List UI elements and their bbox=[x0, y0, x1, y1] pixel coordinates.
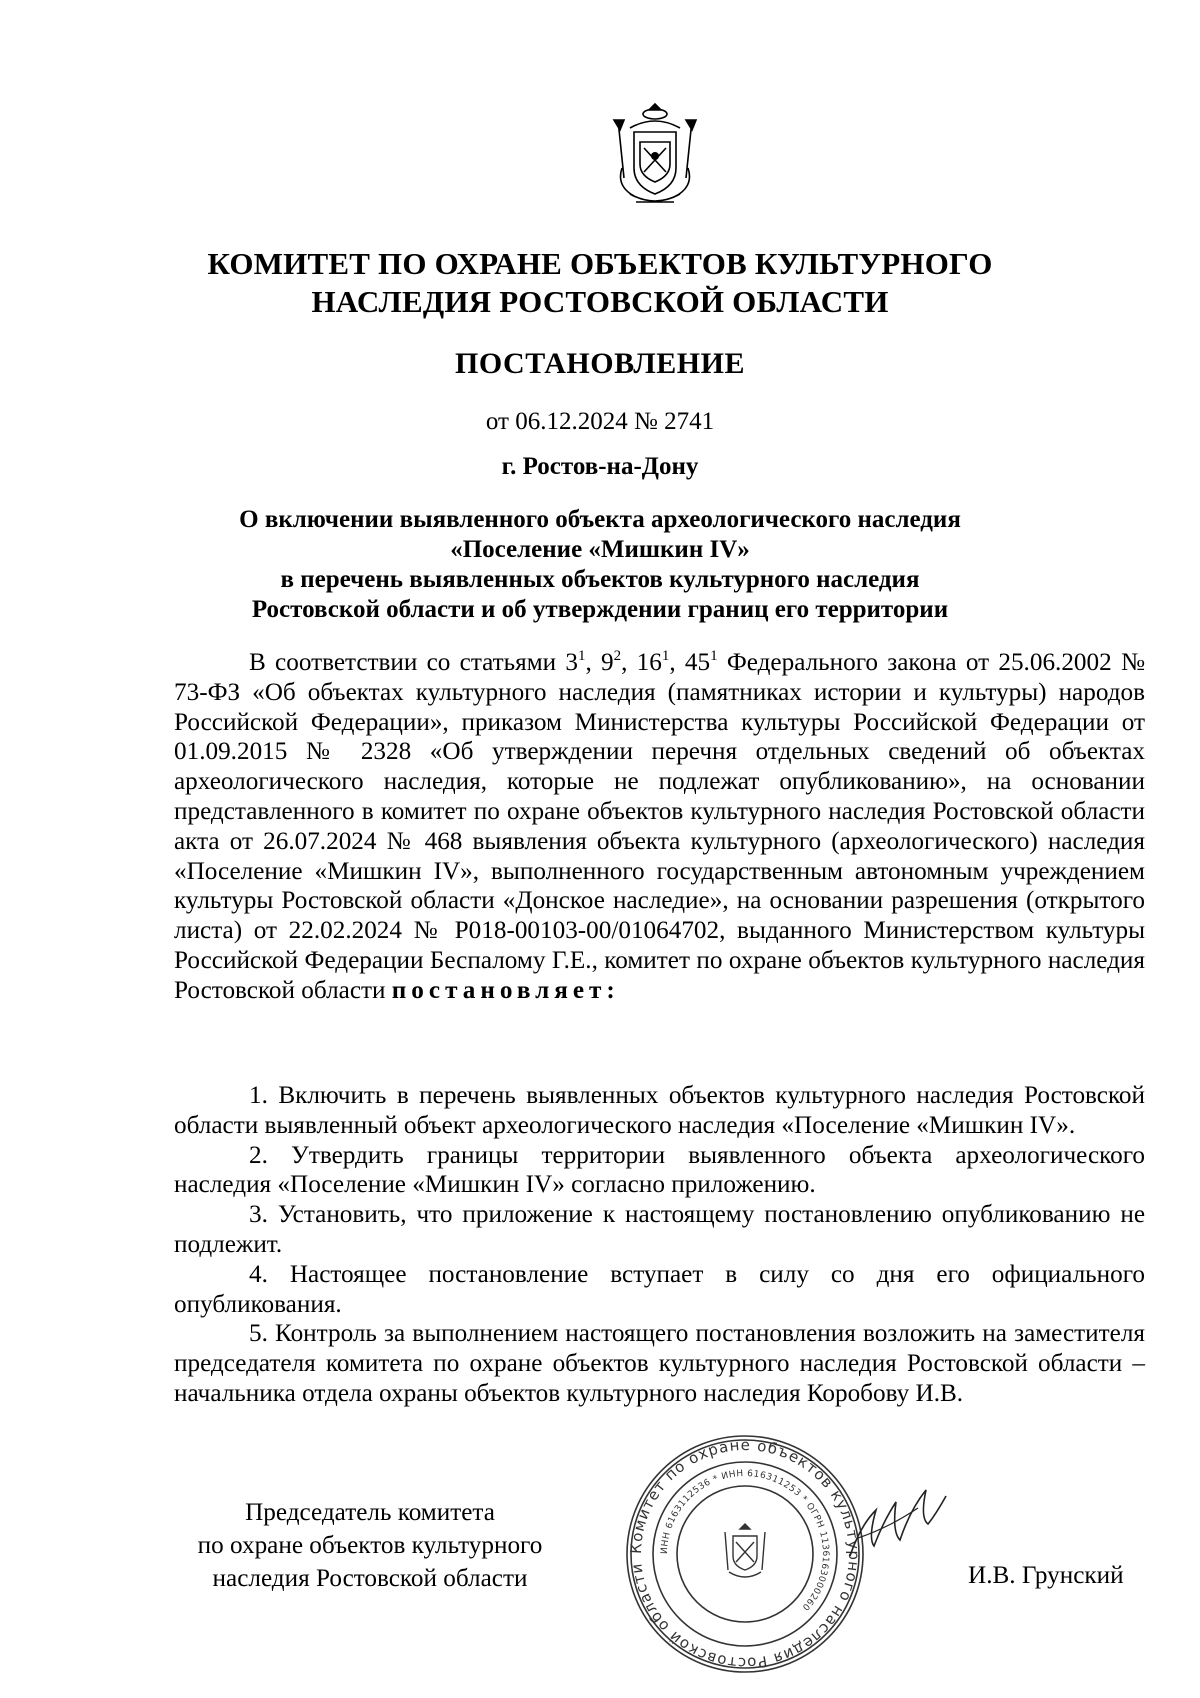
preamble-text-3: , 16 bbox=[621, 649, 662, 676]
subject-line2: «Поселение «Мишкин IV» bbox=[450, 536, 750, 563]
preamble-text-1: В соответствии со статьями 3 bbox=[249, 649, 578, 676]
resolution-item: 1. Включить в перечень выявленных объектов культурного наследия Ростовской области выявленный объект археологического наследия «Поселение «Мишкин IV». bbox=[174, 1082, 1145, 1139]
document-date-number: от 06.12.2024 № 2741 bbox=[485, 408, 715, 435]
article-superscript-2: 2 bbox=[613, 648, 622, 664]
resolution-items bbox=[174, 1081, 1145, 1409]
preamble bbox=[174, 648, 1145, 1006]
organization-name bbox=[0, 245, 1200, 321]
document-type: ПОСТАНОВЛЕНИЕ bbox=[455, 347, 745, 380]
official-seal-icon bbox=[623, 1432, 867, 1676]
signatory-title-line1: Председатель комитета bbox=[245, 1499, 495, 1526]
subject-line4: Ростовской области и об утверждении границ его территории bbox=[251, 596, 949, 623]
resolution-item: 4. Настоящее постановление вступает в силу со дня его официального опубликования. bbox=[174, 1260, 1145, 1318]
subject-line1: О включении выявленного объекта археологического наследия bbox=[239, 506, 961, 533]
preamble-text-2: , 9 bbox=[585, 649, 614, 676]
resolution-item: 3. Установить, что приложение к настоящему постановлению опубликованию не подлежит. bbox=[174, 1201, 1145, 1258]
preamble-paragraph bbox=[174, 648, 1145, 1006]
signatory-title bbox=[170, 1496, 570, 1595]
signatory-title-line2: по охране объектов культурного bbox=[197, 1532, 543, 1559]
resolution-item: 5. Контроль за выполнением настоящего постановления возложить на заместителя председателя комитета по охране объектов культурного наследия Ростовской области – начальника отдела охраны объектов культурного наследия Коробову И.В. bbox=[174, 1320, 1145, 1407]
resolution-item: 2. Утвердить границы территории выявленного объекта археологического наследия «Поселение «Мишкин IV» согласно приложению. bbox=[174, 1141, 1145, 1199]
seal-outer-text: Комитет по охране объектов культурного наследия Ростовской области bbox=[626, 1435, 864, 1673]
document-subject bbox=[0, 505, 1200, 625]
signatory-title-line3: наследия Ростовской области bbox=[212, 1565, 528, 1592]
article-superscript-1: 1 bbox=[578, 648, 586, 664]
handwritten-signature bbox=[840, 1468, 960, 1588]
organization-name-line2: НАСЛЕДИЯ РОСТОВСКОЙ ОБЛАСТИ bbox=[311, 284, 889, 319]
article-superscript-3: 1 bbox=[661, 648, 670, 664]
decree-word: постановляет: bbox=[391, 976, 620, 1004]
organization-name-line1: КОМИТЕТ ПО ОХРАНЕ ОБЪЕКТОВ КУЛЬТУРНОГО bbox=[207, 246, 993, 281]
coat-of-arms-icon bbox=[600, 98, 710, 210]
preamble-text-5: Федерального закона от 25.06.2002 № 73-ФЗ «Об объектах культурного наследия (памятниках истории и культуры) народов Российской Федерации», приказом Министерства культуры Российской Федерации от 01.09.2015 № 2328 «Об утверждении перечня отдельных сведений об объектах археологического наследия, которые не подлежат опубликованию», на основании представленного в комитет по охране объектов культурного наследия Ростовской области акта от 26.07.2024 № 468 выявления объекта культурного (археологического) наследия «Поселение «Мишкин IV», выполненного государственным автономным учреждением культуры Ростовской области «Донское наследие», на основании разрешения (открытого листа) от 22.02.2024 № Р018-00103-00/01064702, выданного Министерством культуры Российской Федерации Беспалому Г.Е., комитет по охране объектов культурного наследия Ростовской области bbox=[174, 649, 1145, 1004]
subject-line3: в перечень выявленных объектов культурного наследия bbox=[280, 566, 920, 593]
preamble-text-4: , 45 bbox=[669, 649, 711, 676]
seal-inner-text: ИНН 6163112536 * ИНН 616311253 * ОГРН 1136163000260 bbox=[659, 1468, 831, 1613]
signatory-name: И.В. Грунский bbox=[968, 1562, 1124, 1589]
article-superscript-4: 1 bbox=[710, 648, 718, 664]
document-city: г. Ростов-на-Дону bbox=[501, 453, 699, 480]
